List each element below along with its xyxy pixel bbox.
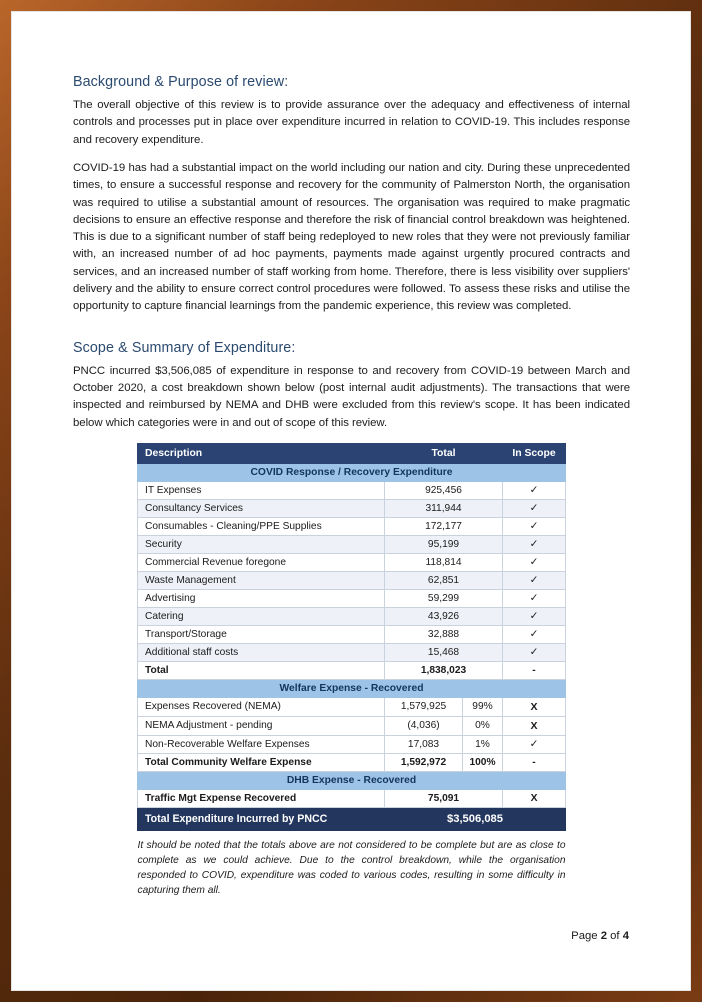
section-band-dhb bbox=[138, 771, 566, 789]
table-row bbox=[138, 735, 566, 753]
cell-amount: 1,592,972 bbox=[385, 753, 463, 771]
section-heading-scope: Scope & Summary of Expenditure: bbox=[73, 339, 296, 356]
page-frame-inner bbox=[11, 11, 691, 991]
cell-scope: ✓ bbox=[503, 643, 566, 661]
cell-description: Total bbox=[138, 661, 385, 679]
cell-description: Consultancy Services bbox=[138, 499, 385, 517]
table-row bbox=[138, 517, 566, 535]
document-page bbox=[12, 12, 690, 990]
cell-amount: 1,838,023 bbox=[385, 661, 503, 679]
cell-percent: 99% bbox=[463, 697, 503, 716]
table-row bbox=[138, 481, 566, 499]
cell-description: Additional staff costs bbox=[138, 643, 385, 661]
cell-amount: 43,926 bbox=[385, 607, 503, 625]
cell-description: Total Community Welfare Expense bbox=[138, 753, 385, 771]
section-band-welfare bbox=[138, 679, 566, 697]
expenditure-table bbox=[137, 443, 566, 831]
cell-amount: 1,579,925 bbox=[385, 697, 463, 716]
table-row bbox=[138, 571, 566, 589]
cell-description: Traffic Mgt Expense Recovered bbox=[138, 789, 385, 807]
section-band-label: Welfare Expense - Recovered bbox=[138, 679, 566, 697]
paragraph-covid-impact: COVID-19 has had a substantial impact on the world including our nation and city. During these unprecedented times, to ensure a successful response and recovery for the community of Palmerston North, the organisation was required to utilise a substantial amount of resources. The organisation was required to make pragmatic decisions to ensure an effective response and therefore the risk of financial control breakdown was heightened. This is due to a significant number of staff being redeployed to new roles that they were not previously familiar with, an increased number of ad hoc payments, payments made against urgently procured contracts and services, and an increased number of staff working from home. Therefore, there is less visibility over suppliers' delivery and the ability to ensure correct control procedures were followed. To assess these risks and utilise the opportunity to capture financial learnings from the pandemic experience, this review was completed. bbox=[73, 161, 630, 313]
section-spacer bbox=[73, 327, 630, 340]
cell-scope: ✓ bbox=[503, 735, 566, 753]
cell-percent: 1% bbox=[463, 735, 503, 753]
cell-scope: ✓ bbox=[503, 517, 566, 535]
cell-description: Transport/Storage bbox=[138, 625, 385, 643]
cell-description: NEMA Adjustment - pending bbox=[138, 716, 385, 735]
cell-scope: ✓ bbox=[503, 481, 566, 499]
paragraph-objective: The overall objective of this review is to provide assurance over the adequacy and effectiveness of internal controls and processes put in place over expenditure incurred in relation to COVID-19. This includes response and recovery expenditure. bbox=[73, 98, 630, 146]
column-header-description: Description bbox=[138, 443, 385, 463]
cell-scope: ✓ bbox=[503, 607, 566, 625]
cell-scope: X bbox=[503, 716, 566, 735]
cell-scope: X bbox=[503, 697, 566, 716]
section-band-label: DHB Expense - Recovered bbox=[138, 771, 566, 789]
cell-description: Security bbox=[138, 535, 385, 553]
cell-scope: ✓ bbox=[503, 499, 566, 517]
cell-description: Non-Recoverable Welfare Expenses bbox=[138, 735, 385, 753]
table-row bbox=[138, 697, 566, 716]
cell-amount: 17,083 bbox=[385, 735, 463, 753]
cell-scope: ✓ bbox=[503, 535, 566, 553]
cell-percent: 0% bbox=[463, 716, 503, 735]
cell-amount: 95,199 bbox=[385, 535, 503, 553]
cell-scope: X bbox=[503, 789, 566, 807]
footer-middle: of bbox=[610, 930, 620, 942]
table-row bbox=[138, 625, 566, 643]
cell-amount: 62,851 bbox=[385, 571, 503, 589]
cell-description: Total Expenditure Incurred by PNCC bbox=[138, 807, 385, 830]
section-band-covid bbox=[138, 463, 566, 481]
cell-amount: 75,091 bbox=[385, 789, 503, 807]
cell-amount: 172,177 bbox=[385, 517, 503, 535]
footer-current-page: 2 bbox=[600, 930, 607, 942]
cell-scope: ✓ bbox=[503, 571, 566, 589]
section-band-label: COVID Response / Recovery Expenditure bbox=[138, 463, 566, 481]
footer-prefix: Page bbox=[571, 930, 598, 942]
cell-percent: 100% bbox=[463, 753, 503, 771]
table-row bbox=[138, 716, 566, 735]
table-row-covid-total bbox=[138, 661, 566, 679]
table-row-welfare-total bbox=[138, 753, 566, 771]
column-header-total: Total bbox=[385, 443, 503, 463]
table-row bbox=[138, 499, 566, 517]
cell-amount: 925,456 bbox=[385, 481, 503, 499]
cell-amount: (4,036) bbox=[385, 716, 463, 735]
cell-description: Waste Management bbox=[138, 571, 385, 589]
cell-amount: 32,888 bbox=[385, 625, 503, 643]
cell-scope: ✓ bbox=[503, 625, 566, 643]
cell-scope: ✓ bbox=[503, 553, 566, 571]
cell-description: Catering bbox=[138, 607, 385, 625]
cell-description: Expenses Recovered (NEMA) bbox=[138, 697, 385, 716]
table-row bbox=[138, 643, 566, 661]
table-row bbox=[138, 535, 566, 553]
document-content bbox=[73, 74, 630, 898]
cell-scope: - bbox=[503, 661, 566, 679]
cell-description: IT Expenses bbox=[138, 481, 385, 499]
table-row-dhb bbox=[138, 789, 566, 807]
page-footer bbox=[571, 930, 629, 942]
table-row-grand-total bbox=[138, 807, 566, 830]
cell-amount: 15,468 bbox=[385, 643, 503, 661]
cell-amount: 311,944 bbox=[385, 499, 503, 517]
cell-description: Advertising bbox=[138, 589, 385, 607]
paragraph-scope-summary: PNCC incurred $3,506,085 of expenditure in response to and recovery from COVID-19 between March and October 2020, a cost breakdown shown below (post internal audit adjustments). The transactions that were inspected and reimbursed by NEMA and DHB were excluded from this review's scope. It has been indicated below which categories were in and out of scope of this review. bbox=[73, 364, 630, 429]
cell-scope: ✓ bbox=[503, 589, 566, 607]
table-row bbox=[138, 589, 566, 607]
cell-amount: $3,506,085 bbox=[385, 807, 566, 830]
footer-total-pages: 4 bbox=[622, 930, 629, 942]
cell-amount: 118,814 bbox=[385, 553, 503, 571]
table-row bbox=[138, 553, 566, 571]
table-header-row bbox=[138, 443, 566, 463]
cell-amount: 59,299 bbox=[385, 589, 503, 607]
section-heading-background: Background & Purpose of review: bbox=[73, 74, 289, 90]
cell-description: Commercial Revenue foregone bbox=[138, 553, 385, 571]
table-row bbox=[138, 607, 566, 625]
expenditure-table-wrap bbox=[73, 443, 630, 831]
column-header-in-scope: In Scope bbox=[503, 443, 566, 463]
cell-scope: - bbox=[503, 753, 566, 771]
cell-description: Consumables - Cleaning/PPE Supplies bbox=[138, 517, 385, 535]
table-footnote: It should be noted that the totals above are not considered to be complete but are as close to complete as we could achieve. Due to the control breakdown, while the organisation responded to COVID, expenditure was coded to various codes, resulting in some difficulty in capturing them all. bbox=[137, 839, 566, 897]
